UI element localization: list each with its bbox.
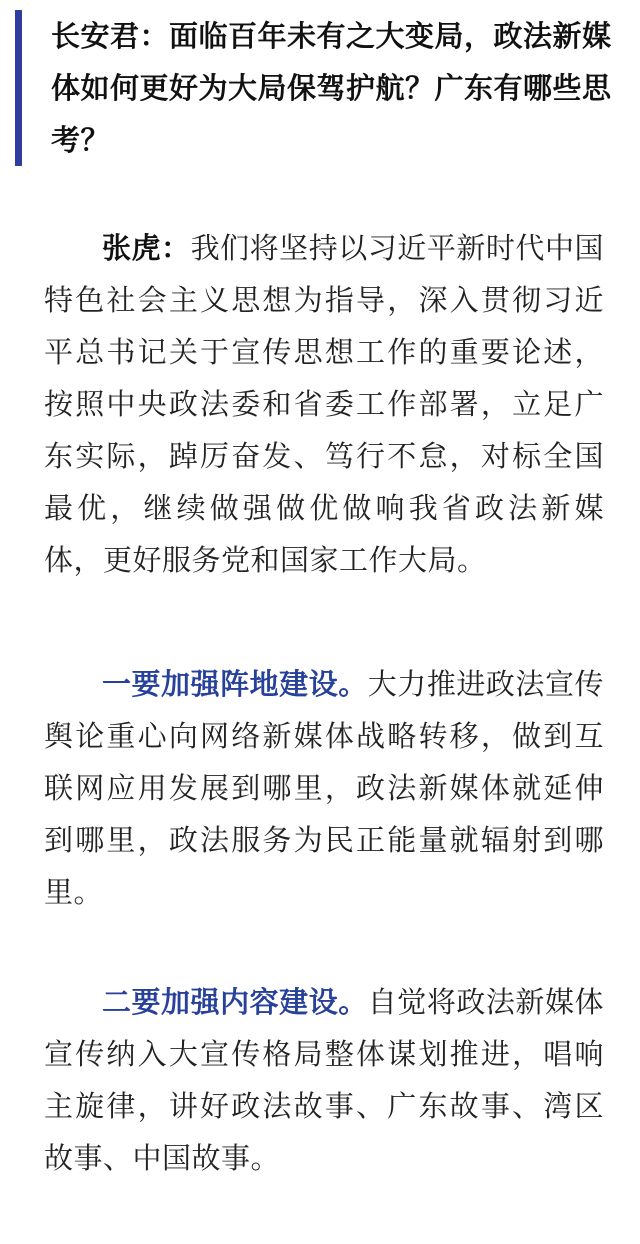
answer-text: 我们将坚持以习近平新时代中国特色社会主义思想为指导，深入贯彻习近平总书记关于宣传思想工作的重要论述，按照中央政法委和省委工作部署，立足广东实际，踔厉奋发、笃行不怠，对标全国最优，继续做强做优做响我省政法新媒体，更好服务党和国家工作大局。	[44, 231, 604, 577]
point-lead-1: 一要加强阵地建设。	[102, 667, 368, 701]
question-block	[15, 10, 619, 166]
point-text-2: 自觉将政法新媒体宣传纳入大宣传格局整体谋划推进，唱响主旋律，讲好政法故事、广东故事、湾区故事、中国故事。	[44, 985, 604, 1175]
point-paragraph-1	[44, 658, 604, 918]
point-lead-2: 二要加强内容建设。	[102, 985, 368, 1019]
question-heading: 长安君：面临百年未有之大变局，政法新媒体如何更好为大局保驾护航？广东有哪些思考？	[51, 19, 612, 157]
point-paragraph-2	[44, 976, 604, 1184]
speaker-name: 张虎：	[102, 231, 191, 265]
answer-paragraph	[44, 222, 604, 586]
point-text-1: 大力推进政法宣传舆论重心向网络新媒体战略转移，做到互联网应用发展到哪里，政法新媒体就延伸到哪里，政法服务为民正能量就辐射到哪里。	[44, 667, 604, 909]
